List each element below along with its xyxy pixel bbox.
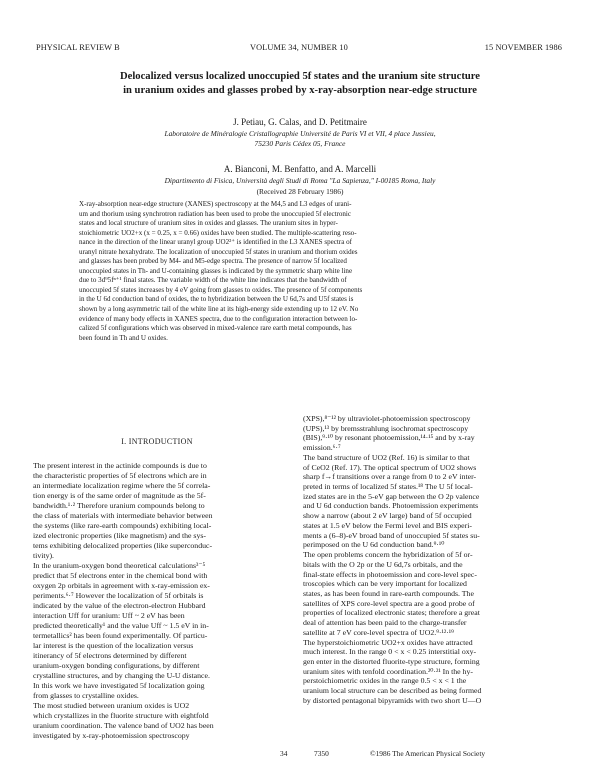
body-text-line: deal of attention has been paid to the charge-transfer — [303, 618, 467, 628]
abstract-line: and glasses has been probed by M4- and M5-edge spectra. The presence of narrow 5f localized — [79, 257, 347, 266]
body-text-line: (BIS),⁹·¹⁰ by resonant photoemission,¹⁴·¹⁵ and by x-ray — [303, 433, 475, 443]
received-date: (Received 28 February 1986) — [256, 187, 344, 196]
body-text-line: ized electronic properties (like magnetism) and the sys- — [33, 531, 206, 540]
left-column — [33, 435, 281, 741]
body-text-line: The band structure of UO2 (Ref. 16) is similar to that — [303, 452, 470, 462]
journal-name: PHYSICAL REVIEW B — [36, 43, 120, 52]
body-text-line: lar interest is the question of the localization versus — [33, 641, 194, 650]
body-text-line: of CeO2 (Ref. 17). The optical spectrum of UO2 shows — [303, 462, 477, 472]
body-text-line: uranium local structure can be described as being formed — [303, 686, 482, 696]
body-text-line: states at 1.5 eV below the Fermi level and BIS experi- — [303, 520, 472, 530]
abstract — [79, 200, 523, 343]
author-list-1: J. Petiau, G. Calas, and D. Petitmaire — [233, 117, 367, 127]
body-text-line: predicted theoretically¹ and the value Uff ~ 1.5 eV in in- — [33, 621, 209, 630]
body-text-line: predict that 5f electrons enter in the chemical bond with — [33, 571, 208, 580]
affiliation-line: 75230 Paris Cédex 05, France — [254, 139, 346, 148]
body-text-line: uranium sites with tenfold coordination.²⁰·²¹ In the hy- — [303, 666, 473, 676]
body-text-line: oxygen 2p orbitals in agreement with x-ray-emission ex- — [33, 581, 210, 590]
paper-title — [40, 70, 560, 98]
abstract-line: stoichiometric UO2+x (x = 0.25, x = 0.66) oxides have been studied. The multiple-scattering reso- — [79, 228, 357, 237]
body-text-line: which crystallizes in the fluorite structure with eightfold — [33, 711, 209, 720]
body-text-line: ized states are in the 5-eV gap between the O 2p valence — [303, 491, 480, 501]
body-text-line: properties of localized electronic states; therefore a great — [303, 608, 480, 618]
copyright-notice: ©1986 The American Physical Society — [370, 749, 486, 758]
affiliation-line: Dipartimento di Fisica, Università degli Studi di Roma "La Sapienza," I-00185 Roma, Italy — [164, 176, 436, 185]
abstract-line: nance in the direction of the linear uranyl group UO2²⁺ is identified in the L3 XANES spectra of — [79, 238, 352, 247]
body-text-line: and U 6d conduction bands. Photoemission experiments — [303, 501, 479, 511]
body-text-line: satellites of XPS core-level spectra are a good probe of — [303, 598, 475, 608]
body-text-line: (UPS),¹³ by bremsstrahlung isochromat spectroscopy — [303, 423, 469, 433]
body-text-line: termetallics² has been found experimentally. Of particu- — [33, 631, 208, 640]
body-text-line: emission.⁶·⁷ — [303, 443, 341, 453]
body-text-line: perstoichiometric oxides in the range 0.5 < x < 1 the — [303, 676, 467, 686]
title-line: in uranium oxides and glasses probed by x-ray-absorption near-edge structure — [123, 85, 477, 96]
article-number: 7350 — [314, 749, 329, 758]
body-text-line: The hyperstoichiometric UO2+x oxides have attracted — [303, 637, 473, 647]
abstract-line: unoccupied 5f states increases by 4 eV going from glasses to oxides. The presence of 5f components — [79, 285, 363, 294]
body-text-line: crystalline structures, and by changing the U-U distance. — [33, 671, 210, 680]
right-column — [303, 414, 558, 706]
abstract-line: evidence of many body effects in XANES spectra, due to the configuration interaction between lo- — [79, 314, 358, 323]
abstract-line: states and local structure of uranium sites in oxides and glasses. The uranium sites in hyper- — [79, 219, 338, 228]
body-text-line: (XPS),⁸⁻¹² by ultraviolet-photoemission spectroscopy — [303, 414, 471, 423]
affiliation-line: Laboratoire de Minéralogie Cristallographie Université de Paris VI et VII, 4 place Jussieu, — [164, 129, 436, 138]
body-text-line: The present interest in the actinide compounds is due to — [33, 461, 207, 470]
running-header — [36, 43, 562, 55]
body-text-line: investigated by x-ray-photoemission spectroscopy — [33, 731, 190, 740]
title-line: Delocalized versus localized unoccupied 5f states and the uranium site structure — [120, 71, 480, 82]
body-text-line: periments.⁶·⁷ However the localization of 5f orbitals is — [33, 591, 204, 600]
page-number: 34 — [280, 749, 288, 758]
body-text-line: In this work we have investigated 5f localization going — [33, 681, 205, 690]
body-text-line: gen enter in the distorted fluorite-type structure, forming — [303, 656, 480, 666]
body-text-line: troscopies which can be very important for localized — [303, 579, 467, 589]
body-text-line: tion energy is of the same order of magnitude as the 5f- — [33, 491, 206, 500]
abstract-line: been found in Th and U oxides. — [79, 333, 168, 342]
body-text-line: much interest. In the range 0 < x < 0.25 interstitial oxy- — [303, 647, 477, 657]
abstract-line: in the U 6d conduction band of oxides, the to hybridization between the U 6d,7s and U5f states is — [79, 295, 354, 304]
body-text-line: indicated by the value of the electron-electron Hubbard — [33, 601, 206, 610]
body-text-line: sharp f→f transitions over a range from 0 to 2 eV inter- — [303, 472, 477, 482]
abstract-line: X-ray-absorption near-edge structure (XANES) spectroscopy at the M4,5 and L3 edges of urani- — [79, 200, 352, 208]
body-text-line: tivity). — [33, 551, 55, 560]
body-text-line: an intermediate localization regime where the 5f correla- — [33, 481, 211, 490]
abstract-line: unoccupied states in Th- and U-containing glasses is indicated by the symmetric sharp white line — [79, 266, 353, 275]
body-text-line: the systems (like rare-earth compounds) exhibiting local- — [33, 521, 212, 530]
body-text-line: show a narrow (about 2 eV large) band of 5f occupied — [303, 511, 472, 521]
body-text-line: The open problems concern the hybridization of 5f or- — [303, 550, 473, 560]
body-text-line: perimposed on the U 6d conduction band.⁹·¹⁰ — [303, 540, 445, 550]
body-text-line: bitals with the O 2p or the U 6d,7s orbitals, and the — [303, 559, 463, 569]
body-text-line: from glasses to crystalline oxides. — [33, 691, 139, 700]
issue-date: 15 NOVEMBER 1986 — [484, 43, 562, 52]
affiliation-1 — [40, 129, 560, 149]
body-text-line: itinerancy of 5f electrons determined by different — [33, 651, 187, 660]
body-text-line: final-state effects in photoemission and core-level spec- — [303, 569, 477, 579]
abstract-line: uranyl nitrate hexahydrate. The localization of unoccupied 5f states in uranium and thorium oxides — [79, 247, 358, 256]
body-text-line: In the uranium-oxygen bond theoretical calculations³⁻⁵ — [33, 561, 206, 570]
body-text-line: uranium-oxygen bonding configurations, by different — [33, 661, 200, 670]
body-text-line: tems exhibiting delocalized properties (like superconduc- — [33, 541, 213, 550]
abstract-line: shown by a long asymmetric tail of the white line at its high-energy side extending up to 12 eV. No — [79, 305, 359, 314]
volume-number: VOLUME 34, NUMBER 10 — [250, 43, 348, 52]
body-text-line: by distorted pentagonal bipyramids with two short U—O — [303, 695, 482, 705]
body-text-line: states, as has been found in rare-earth compounds. The — [303, 588, 474, 598]
affiliation-2 — [40, 176, 560, 186]
abstract-line: calized 5f configurations which was observed in mixed-valence rare earth metal compounds, has — [79, 324, 352, 333]
body-text-line: satellite at 7 eV core-level spectra of UO2.⁹·¹²·¹⁹ — [303, 627, 454, 637]
body-text-line: The most studied between uranium oxides is UO2 — [33, 701, 190, 710]
body-text-line: interaction Uff for uranium: Uff ~ 2 eV has been — [33, 611, 185, 620]
author-list-2: A. Bianconi, M. Benfatto, and A. Marcelli — [223, 164, 377, 174]
abstract-line: um and thorium using synchrotron radiation has been used to probe the unoccupied 5f electronic — [79, 209, 352, 218]
body-text-line: uranium coordination. The valence band of UO2 has been — [33, 721, 214, 730]
body-text-line: the class of materials with intermediate behavior between — [33, 511, 213, 520]
body-text-line: the characteristic properties of 5f electrons which are in — [33, 471, 207, 480]
body-text-line: ments a (6–8)-eV broad band of unoccupied 5f states su- — [303, 530, 480, 540]
abstract-line: due to 3d⁹5fⁿ⁺¹ final states. The variable width of the white line indicates that the bandwidth of — [79, 276, 347, 285]
body-text-line: preted in terms of localized 5f states.¹⁸ The U 5f local- — [303, 482, 473, 492]
body-text-line: bandwidth.¹·² Therefore uranium compounds belong to — [33, 501, 205, 510]
section-heading: I. INTRODUCTION — [121, 437, 193, 446]
